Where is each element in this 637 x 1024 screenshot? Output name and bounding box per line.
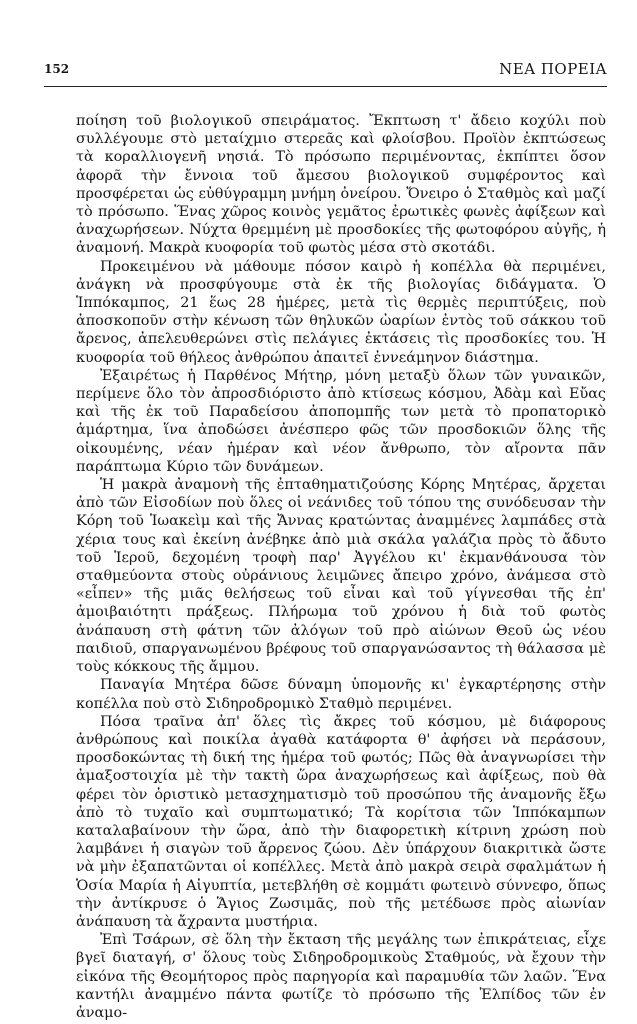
header-rule <box>44 86 607 87</box>
running-header <box>44 62 607 82</box>
paragraph: Προκειμένου νὰ μάθουμε πόσον καιρὸ ἡ κοπέλλα θὰ περιμένει, ἀνάγκη νὰ προσφύγουμε στὰ ἐκ τῆς βιολογίας διδάγματα. Ὁ Ἱππόκαμπος, 21 ἕως 28 ἡμέρες, μετὰ τὶς θερμὲς περιπτύξεις, ποὺ ἀποσκοποῦν στὴν κένωση τῶν θηλυκῶν ὠαρίων ἐντὸς τοῦ σάκκου τοῦ ἄρενος, ἀπελευθερώνει στὶς πελάγιες ἐκτάσεις τὶς προσδοκίες του. Ἡ κυοφορία τοῦ θήλεος ἀνθρώπου ἀπαιτεῖ ἐννεάμηνον διάστημα. <box>76 258 606 366</box>
paragraph: Ἐπὶ Τσάρων, σὲ ὅλη τὴν ἔκταση τῆς μεγάλης των ἐπικράτειας, εἶχε βγεῖ διαταγή, σ' ὅλους τοὺς Σιδηροδρομικοὺς Σταθμούς, νὰ ἔχουν τὴν εἰκόνα τῆς Θεομήτορος πρὸς παρηγορία καὶ παραμυθία τῶν λαῶν. Ἕνα καντήλι ἀναμμένο πάντα φωτίζε τὸ πρόσωπο τῆς Ἐλπίδος τῶν ἐν ἀναμο- <box>76 932 606 1021</box>
article-body <box>76 112 606 1022</box>
journal-title: ΝΕΑ ΠΟΡΕΙΑ <box>499 60 607 78</box>
paragraph: Ἡ μακρὰ ἀναμονὴ τῆς ἐπταθηματιζούσης Κόρης Μητέρας, ἄρχεται ἀπὸ τῶν Εἰσοδίων ποὺ ὅλες οἱ νεάνιδες τοῦ τόπου της συνόδευσαν τὴν Κόρη τοῦ Ἰωακεὶμ καὶ τῆς Ἄννας κρατώντας ἀναμμένες λαμπάδες στὰ χέρια τους καὶ ἐκείνη ἀνέβηκε ἀπὸ μιὰ σκάλα γαλάζια πρὸς τὸ ἄδυτο τοῦ Ἱεροῦ, δεχομένη τροφὴ παρ' Ἀγγέλου κι' ἐκμανθάνουσα τὸν σταθμεύοντα στοὺς οὐράνιους λειμῶνες ἄπειρο χρόνο, ἀνάμεσα στὸ «εἶπεν» τῆς μιᾶς θελήσεως τοῦ εἶναι καὶ τοῦ γίγνεσθαι τῆς ἐπ' ἀμοιβαιότητι πράξεως. Πλήρωμα τοῦ χρόνου ἡ διὰ τοῦ φωτὸς ἀνάπαυση στὴ φάτνη τῶν ἀλόγων τοῦ πρὸ αἰώνων Θεοῦ ὡς νέου παιδιοῦ, σπαργανωμένου βρέφους τοῦ σπαργανώσαντος τὴ θάλασσα μὲ τοὺς κόκκους τῆς ἄμμου. <box>76 477 606 676</box>
paragraph: Ἐξαιρέτως ἡ Παρθένος Μήτηρ, μόνη μεταξὺ ὅλων τῶν γυναικῶν, περίμενε ὅλο τὸν ἀπροσδιόριστο ἀπὸ κτίσεως κόσμου, Ἀδὰμ καὶ Εὔας καὶ τῆς ἐκ τοῦ Παραδείσου ἀποπομπῆς των μετὰ τὸ προπατορικὸ ἁμάρτημα, ἵνα ἀποδώσει ἀνέσπερο φῶς τῶν προσδοκιῶν ὅλης τῆς οἰκουμένης, νέαν ἡμέραν καὶ νέον ἄνθρωπο, τὸν αἴροντα πᾶν παράπτωμα Κύριο τῶν δυνάμεων. <box>76 367 606 475</box>
paragraph: Παναγία Μητέρα δῶσε δύναμη ὑπομονῆς κι' ἐγκαρτέρησης στὴν κοπέλλα ποὺ στὸ Σιδηροδρομικὸ Σταθμὸ περιμένει. <box>76 677 606 712</box>
page-number: 152 <box>44 62 70 76</box>
paragraph: ποίηση τοῦ βιολογικοῦ σπειράματος. Ἔκπτωση τ' ἄδειο κοχύλι ποὺ συλλέγουμε στὸ μεταίχμιο στερεᾶς καὶ φλοίσβου. Προϊὸν ἐκπτώσεως τὰ κοραλλιογενῆ νησιά. Τὸ πρόσωπο περιμένοντας, ἐκπίπτει ὅσον ἀφορᾶ τὴν ἔννοια τοῦ ἄμεσου βιολογικοῦ συμφέροντος καὶ προσφέρεται ὡς εὐθύγραμμη μνήμη ὀνείρου. Ὄνειρο ὁ Σταθμὸς καὶ μαζί τὸ πρόσωπο. Ἕνας χῶρος κοινὸς γεμᾶτος ἐρωτικὲς φωνὲς ἀφίξεων καὶ ἀναχωρήσεων. Νύχτα θρεμμένη μὲ προσδοκίες τῆς φωτοφόρου αὐγῆς, ἡ ἀναμονή. Μακρὰ κυοφορία τοῦ φωτὸς μέσα στὸ σκοτάδι. <box>76 113 606 257</box>
paragraph: Πόσα τραῖνα ἀπ' ὅλες τὶς ἄκρες τοῦ κόσμου, μὲ διάφορους ἀνθρώπους καὶ ποικίλα ἀγαθὰ κατάφορτα θ' ἀφήσει νὰ περάσουν, προσδοκώντας τὴ δική της ἡμέρα τοῦ φωτός; Πῶς θὰ ἀναγνωρίσει τὴν ἀμαξοστοιχία μὲ τὴν τακτὴ ὥρα ἀναχωρήσεως καὶ ἀφίξεως, ποὺ θὰ φέρει τὸν ὁριστικὸ μετασχηματισμὸ τοῦ προσώπου τῆς ἀναμονῆς ἔξω ἀπὸ τὸ τυχαῖο καὶ συμπτωματικό; Τὰ κορίτσια τῶν Ἱππόκαμπων καταλαβαίνουν τὴν ὥρα, ἀπὸ τὴν διαφορετικὴ κίτρινη χρώση ποὺ λαμβάνει ἡ σιαγὼν τοῦ ἄρρενος ζώου. Δὲν ὑπάρχουν διακριτικὰ ὥστε νὰ μὴν ἐξαπατῶνται οἱ κοπέλλες. Μετὰ ἀπὸ μακρὰ σειρὰ σφαλμάτων ἡ Ὁσία Μαρία ἡ Αἰγυπτία, μετεβλήθη σὲ κομμάτι φωτεινὸ σύννεφο, ὅπως τὴν ἀντίκρυσε ὁ Ἅγιος Ζωσιμᾶς, ποὺ τῆς μετέδωσε πρὸς αἰωνίαν ἀνάπαυση τὰ ἄχραντα μυστήρια. <box>76 713 606 930</box>
